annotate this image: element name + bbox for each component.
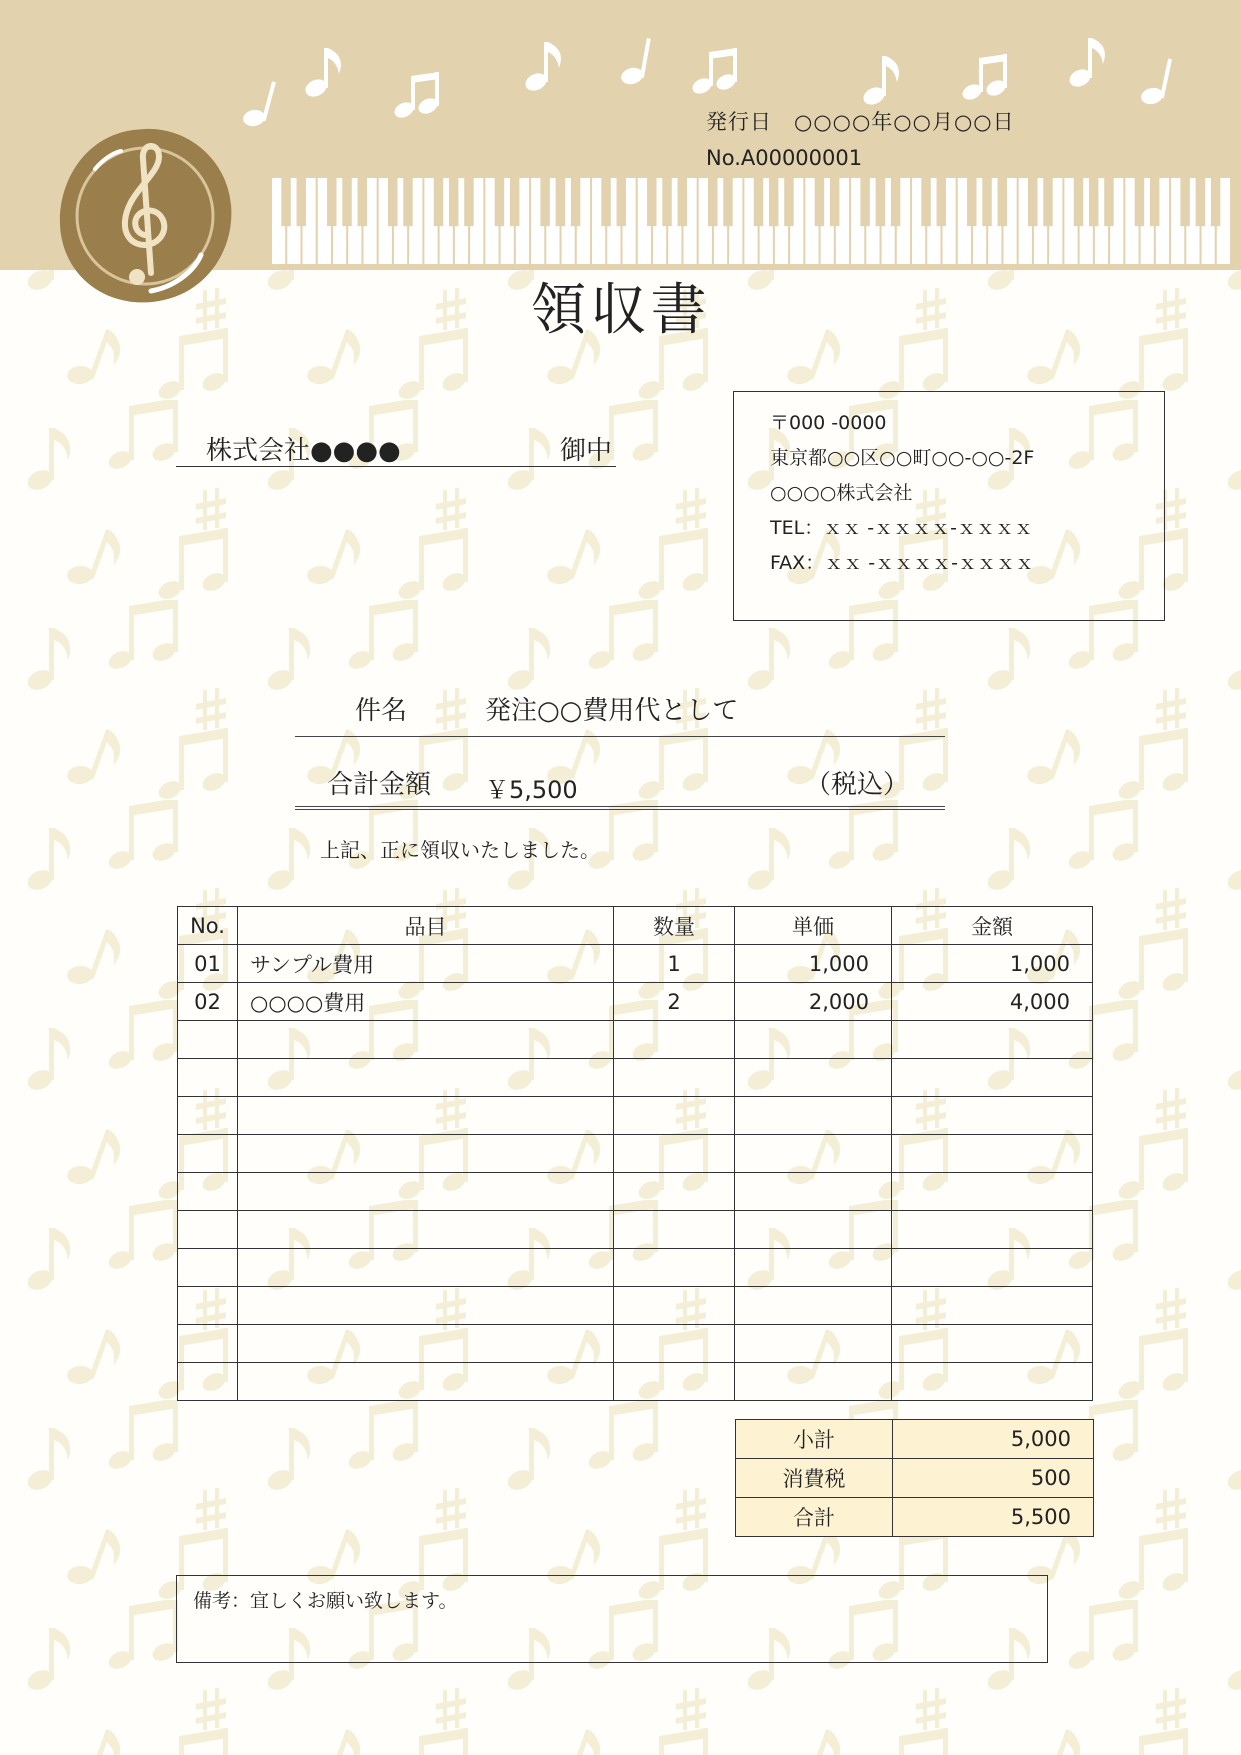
table-row — [178, 1097, 1093, 1135]
piano-black-key — [327, 178, 336, 226]
tax-value: 500 — [893, 1459, 1094, 1498]
remarks-text: 備考：宜しくお願い致します。 — [193, 1590, 458, 1612]
piano-black-key — [1180, 178, 1189, 226]
table-row — [178, 1135, 1093, 1173]
piano-black-key — [982, 178, 991, 226]
piano-black-key — [1104, 178, 1113, 226]
recipient-line — [176, 430, 616, 467]
cell-unit-price — [735, 1363, 892, 1401]
piano-black-key — [281, 178, 290, 226]
cell-amount — [892, 1135, 1093, 1173]
piano-black-key — [815, 178, 824, 226]
cell-no — [178, 1173, 238, 1211]
piano-black-key — [464, 178, 473, 226]
cell-amount — [892, 1173, 1093, 1211]
piano-black-key — [297, 178, 306, 226]
subject-value: 発注○○費用代として — [485, 696, 739, 726]
table-row — [178, 1059, 1093, 1097]
document-number: No.A00000001 — [706, 146, 863, 170]
piano-black-key — [1043, 178, 1052, 226]
piano-black-key — [678, 178, 687, 226]
table-row — [178, 1173, 1093, 1211]
piano-black-key — [601, 178, 610, 226]
table-row — [178, 983, 1093, 1021]
grand-total-label: 合計 — [736, 1498, 893, 1537]
piano-black-key — [1135, 178, 1144, 226]
cell-amount — [892, 1325, 1093, 1363]
cell-no: 02 — [178, 983, 238, 1021]
piano-black-key — [998, 178, 1007, 226]
grand-total-row — [736, 1498, 1094, 1537]
cell-qty — [614, 1249, 735, 1287]
cell-qty — [614, 1325, 735, 1363]
cell-qty: 2 — [614, 983, 735, 1021]
cell-unit-price — [735, 1325, 892, 1363]
cell-amount — [892, 1097, 1093, 1135]
issue-date-label: 発行日 — [706, 110, 772, 134]
cell-unit-price — [735, 1021, 892, 1059]
cell-no — [178, 1211, 238, 1249]
piano-black-key — [1028, 178, 1037, 226]
piano-black-key — [617, 178, 626, 226]
piano-black-key — [358, 178, 367, 226]
recipient-suffix: 御中 — [559, 436, 612, 466]
piano-black-key — [921, 178, 930, 226]
table-row — [178, 945, 1093, 983]
piano-black-key — [662, 178, 671, 226]
total-amount-line — [295, 762, 945, 810]
cell-unit-price — [735, 1249, 892, 1287]
piano-black-key — [449, 178, 458, 226]
cell-qty — [614, 1363, 735, 1401]
cell-item — [238, 1173, 614, 1211]
cell-qty: 1 — [614, 945, 735, 983]
cell-amount: 4,000 — [892, 983, 1093, 1021]
header-no: No. — [178, 907, 238, 945]
piano-black-key — [754, 178, 763, 226]
cell-amount — [892, 1249, 1093, 1287]
cell-amount — [892, 1059, 1093, 1097]
issuer-company: ○○○○株式会社 — [770, 482, 913, 504]
total-amount-label: 合計金額 — [327, 770, 432, 800]
page-title: 領収書 — [530, 278, 711, 343]
piano-black-key — [1150, 178, 1159, 226]
cell-no — [178, 1097, 238, 1135]
items-table — [177, 906, 1093, 1401]
piano-black-key — [937, 178, 946, 226]
piano-black-key — [1211, 178, 1220, 226]
piano-black-key — [708, 178, 717, 226]
piano-black-key — [830, 178, 839, 226]
issue-date-value: ○○○○年○○月○○日 — [794, 110, 1015, 134]
cell-amount — [892, 1363, 1093, 1401]
header-item: 品目 — [238, 907, 614, 945]
issuer-address: 東京都○○区○○町○○-○○-2F — [770, 447, 1035, 469]
issuer-tel: TEL：ｘｘ -ｘｘｘｘ-ｘｘｘｘ — [770, 517, 1033, 539]
grand-total-value: 5,500 — [893, 1498, 1094, 1537]
piano-black-key — [1074, 178, 1083, 226]
piano-black-key — [540, 178, 549, 226]
cell-unit-price — [735, 1135, 892, 1173]
cell-unit-price — [735, 1059, 892, 1097]
table-row — [178, 1287, 1093, 1325]
table-row — [178, 1363, 1093, 1401]
header-unit-price: 単価 — [735, 907, 892, 945]
table-row — [178, 1249, 1093, 1287]
tax-row — [736, 1459, 1094, 1498]
cell-qty — [614, 1173, 735, 1211]
cell-item — [238, 1249, 614, 1287]
cell-item — [238, 1211, 614, 1249]
cell-unit-price — [735, 1097, 892, 1135]
remarks-box — [176, 1575, 1048, 1663]
cell-qty — [614, 1135, 735, 1173]
table-header-row — [178, 907, 1093, 945]
piano-black-key — [1196, 178, 1205, 226]
recipient-name: 株式会社●●●● — [206, 436, 401, 466]
piano-black-key — [723, 178, 732, 226]
cell-unit-price: 1,000 — [735, 945, 892, 983]
issuer-fax: FAX：ｘｘ -ｘｘｘｘ-ｘｘｘｘ — [770, 552, 1034, 574]
total-amount-value: ￥5,500 — [485, 776, 578, 804]
issue-date — [706, 106, 1015, 136]
piano-black-key — [495, 178, 504, 226]
cell-item — [238, 1363, 614, 1401]
cell-qty — [614, 1059, 735, 1097]
cell-no — [178, 1059, 238, 1097]
tax-label: 消費税 — [736, 1459, 893, 1498]
cell-qty — [614, 1211, 735, 1249]
cell-no — [178, 1325, 238, 1363]
cell-unit-price — [735, 1287, 892, 1325]
piano-black-key — [510, 178, 519, 226]
piano-black-key — [556, 178, 565, 226]
piano-black-key — [434, 178, 443, 226]
piano-black-key — [876, 178, 885, 226]
subtotal-row — [736, 1420, 1094, 1459]
cell-no — [178, 1021, 238, 1059]
cell-item — [238, 1287, 614, 1325]
cell-item — [238, 1135, 614, 1173]
cell-amount — [892, 1021, 1093, 1059]
issuer-info-box — [733, 391, 1165, 621]
cell-item: サンプル費用 — [238, 945, 614, 983]
subject-line — [295, 690, 945, 737]
piano-black-key — [860, 178, 869, 226]
piano-black-key — [769, 178, 778, 226]
cell-qty — [614, 1021, 735, 1059]
piano-black-key — [891, 178, 900, 226]
cell-no — [178, 1135, 238, 1173]
piano-black-key — [967, 178, 976, 226]
cell-item: ○○○○費用 — [238, 983, 614, 1021]
receipt-confirmation: 上記、正に領収いたしました。 — [320, 838, 600, 862]
cell-unit-price — [735, 1211, 892, 1249]
cell-no: 01 — [178, 945, 238, 983]
summary-table — [735, 1419, 1094, 1537]
table-row — [178, 1021, 1093, 1059]
piano-keyboard-graphic — [272, 178, 1232, 264]
subject-label: 件名 — [355, 696, 408, 726]
cell-no — [178, 1363, 238, 1401]
piano-black-key — [647, 178, 656, 226]
piano-black-key — [784, 178, 793, 226]
cell-item — [238, 1021, 614, 1059]
cell-no — [178, 1249, 238, 1287]
cell-qty — [614, 1287, 735, 1325]
cell-amount — [892, 1211, 1093, 1249]
subtotal-value: 5,000 — [893, 1420, 1094, 1459]
subtotal-label: 小計 — [736, 1420, 893, 1459]
cell-qty — [614, 1097, 735, 1135]
cell-amount: 1,000 — [892, 945, 1093, 983]
table-row — [178, 1325, 1093, 1363]
cell-item — [238, 1097, 614, 1135]
cell-unit-price — [735, 1173, 892, 1211]
cell-amount — [892, 1287, 1093, 1325]
table-row — [178, 1211, 1093, 1249]
piano-black-key — [388, 178, 397, 226]
header-amount: 金額 — [892, 907, 1093, 945]
cell-item — [238, 1059, 614, 1097]
cell-no — [178, 1287, 238, 1325]
piano-black-key — [1089, 178, 1098, 226]
cell-item — [238, 1325, 614, 1363]
cell-unit-price: 2,000 — [735, 983, 892, 1021]
piano-black-key — [403, 178, 412, 226]
piano-black-key — [571, 178, 580, 226]
issuer-postal: 〒000 -0000 — [770, 412, 887, 434]
piano-black-key — [342, 178, 351, 226]
header-qty: 数量 — [614, 907, 735, 945]
tax-included-note: （税込） — [804, 770, 909, 800]
